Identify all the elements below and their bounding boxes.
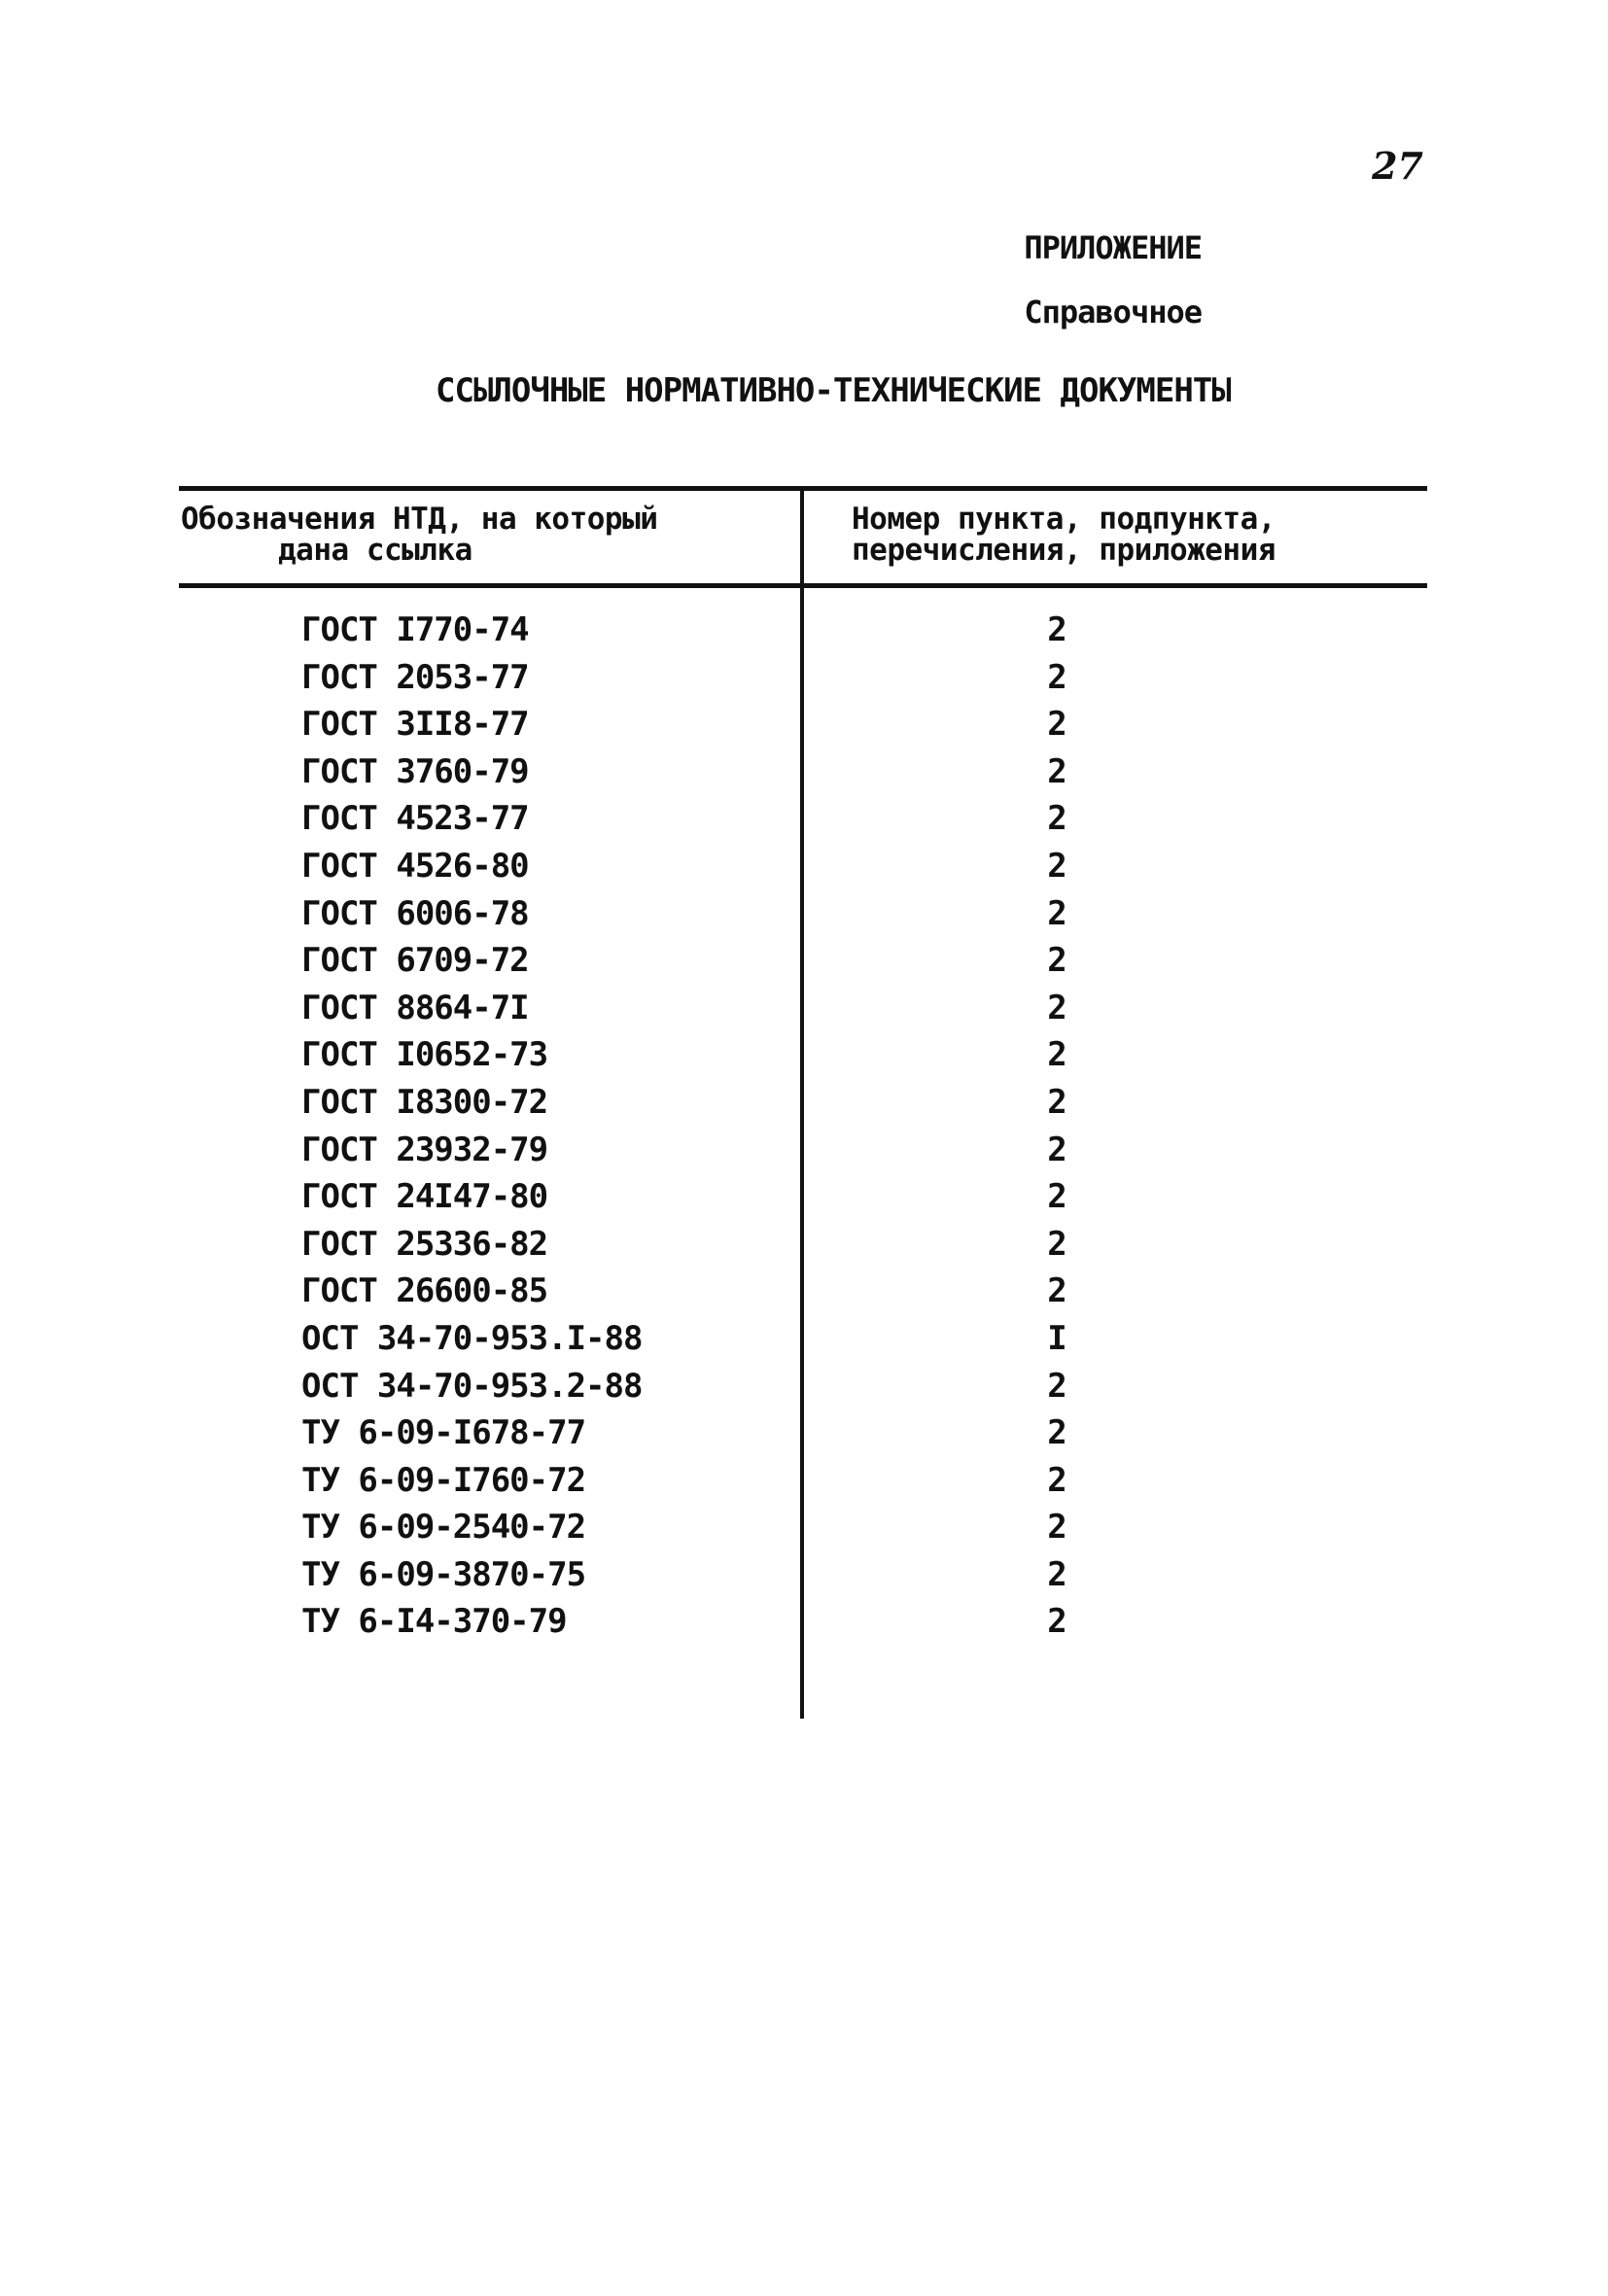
referenced-document: ТУ 6-09-3870-75 [301, 1554, 586, 1594]
table-row [0, 1508, 1608, 1555]
table-row [0, 1083, 1608, 1131]
referenced-document: ГОСТ I0652-73 [301, 1035, 548, 1075]
referenced-document: ОСТ 34-70-953.2-88 [301, 1366, 643, 1406]
appendix-label: ПРИЛОЖЕНИЕ [1024, 229, 1202, 266]
clause-number: 2 [1047, 705, 1066, 745]
clause-number: 2 [1047, 1271, 1066, 1311]
table-row [0, 658, 1608, 706]
referenced-document: ТУ 6-09-I760-72 [301, 1460, 586, 1500]
referenced-document: ГОСТ 3760-79 [301, 751, 529, 791]
clause-number: 2 [1047, 799, 1066, 839]
referenced-document: ГОСТ 8864-7I [301, 988, 529, 1027]
column-header-clause-line2: перечисления, приложения [852, 533, 1276, 568]
referenced-document: ГОСТ 6709-72 [301, 941, 529, 981]
referenced-document: ГОСТ 4523-77 [301, 799, 529, 839]
clause-number: 2 [1047, 1366, 1066, 1406]
referenced-document: ГОСТ 6006-78 [301, 893, 529, 933]
clause-number: 2 [1047, 1554, 1066, 1594]
clause-number: 2 [1047, 941, 1066, 981]
table-row [0, 1177, 1608, 1225]
table-row [0, 610, 1608, 658]
column-header-document-line1: Обозначения НТД, на который [181, 502, 658, 537]
document-title: ССЫЛОЧНЫЕ НОРМАТИВНО-ТЕХНИЧЕСКИЕ ДОКУМЕНТЫ [436, 371, 1231, 410]
clause-number: 2 [1047, 893, 1066, 933]
table-row [0, 1461, 1608, 1509]
referenced-document: ТУ 6-09-2540-72 [301, 1508, 586, 1548]
referenced-document: ГОСТ 26600-85 [301, 1271, 548, 1311]
table-row [0, 1035, 1608, 1083]
column-header-document [181, 504, 793, 566]
referenced-document: ГОСТ 23932-79 [301, 1130, 548, 1169]
clause-number: 2 [1047, 1224, 1066, 1264]
table-row [0, 894, 1608, 942]
reference-table-body [0, 610, 1608, 1650]
table-row [0, 1225, 1608, 1272]
table-row [0, 1413, 1608, 1461]
referenced-document: ГОСТ 4526-80 [301, 846, 529, 886]
clause-number: 2 [1047, 1177, 1066, 1217]
referenced-document: ТУ 6-09-I678-77 [301, 1413, 586, 1453]
clause-number: 2 [1047, 610, 1066, 649]
clause-number: 2 [1047, 1460, 1066, 1500]
clause-number: 2 [1047, 751, 1066, 791]
referenced-document: ГОСТ 24I47-80 [301, 1177, 548, 1217]
table-row [0, 1555, 1608, 1603]
column-header-clause-line1: Номер пункта, подпункта, [852, 502, 1276, 537]
referenced-document: ГОСТ I770-74 [301, 610, 529, 649]
table-row [0, 847, 1608, 894]
table-row [0, 1319, 1608, 1367]
table-row [0, 1131, 1608, 1178]
referenced-document: ГОСТ I8300-72 [301, 1082, 548, 1122]
table-row [0, 1271, 1608, 1319]
referenced-document: ГОСТ 25336-82 [301, 1224, 548, 1264]
clause-number: 2 [1047, 1130, 1066, 1169]
page-number: 27 [1372, 144, 1423, 188]
column-header-document-line2: дана ссылка [278, 533, 472, 568]
column-header-clause [852, 504, 1425, 566]
clause-number: 2 [1047, 988, 1066, 1027]
clause-number: 2 [1047, 657, 1066, 697]
clause-number: 2 [1047, 1413, 1066, 1453]
table-row [0, 941, 1608, 989]
clause-number: 2 [1047, 1082, 1066, 1122]
clause-number: 2 [1047, 846, 1066, 886]
table-row [0, 752, 1608, 800]
referenced-document: ГОСТ 2053-77 [301, 657, 529, 697]
clause-number: I [1047, 1318, 1066, 1358]
reference-type: Справочное [1024, 294, 1202, 330]
table-row [0, 705, 1608, 752]
referenced-document: ТУ 6-I4-370-79 [301, 1602, 567, 1642]
clause-number: 2 [1047, 1602, 1066, 1642]
referenced-document: ГОСТ 3II8-77 [301, 705, 529, 745]
table-row [0, 989, 1608, 1036]
clause-number: 2 [1047, 1508, 1066, 1548]
referenced-document: ОСТ 34-70-953.I-88 [301, 1318, 643, 1358]
clause-number: 2 [1047, 1035, 1066, 1075]
table-row [0, 1602, 1608, 1650]
table-row [0, 799, 1608, 847]
table-row [0, 1367, 1608, 1414]
